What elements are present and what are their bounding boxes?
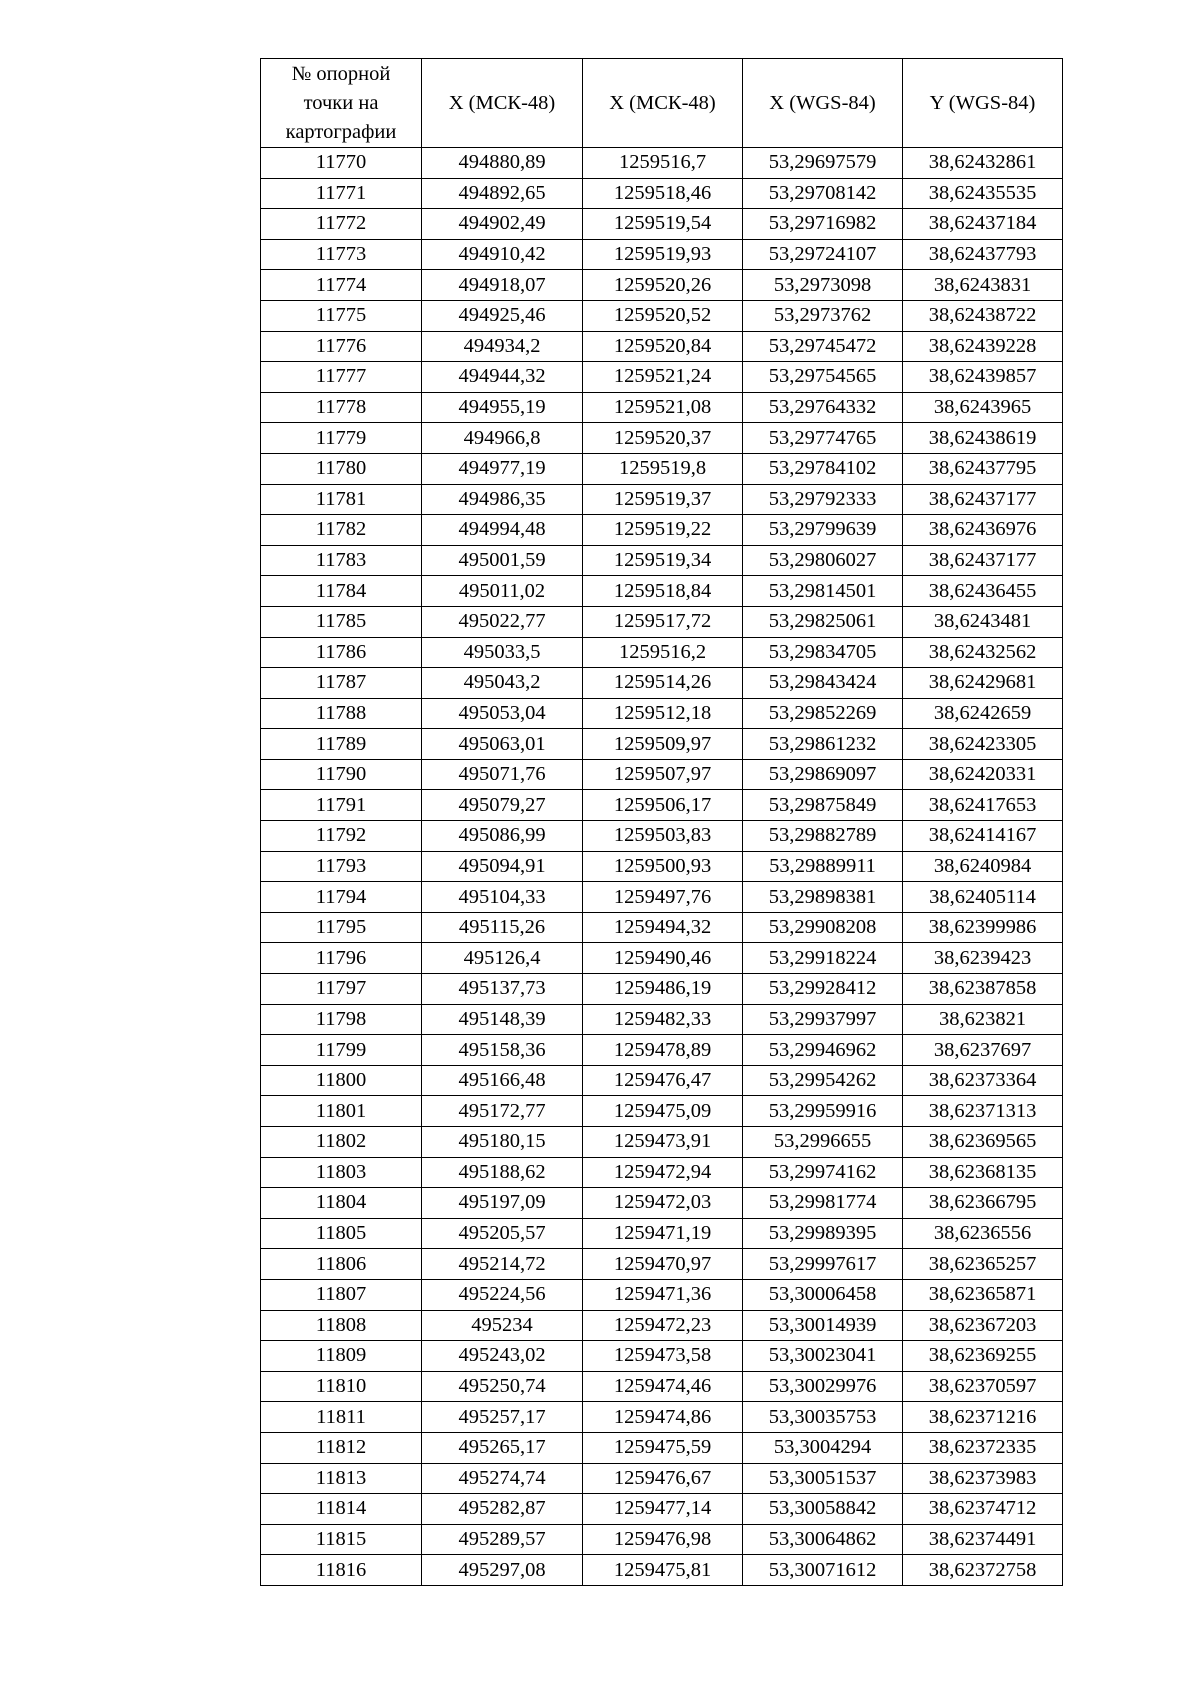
- header-x-wgs84: [743, 59, 903, 148]
- cell-x-wgs84: 53,29724107: [743, 239, 903, 270]
- cell-x-msk48-second: 1259472,03: [583, 1188, 743, 1219]
- cell-y-wgs84: 38,62438722: [903, 300, 1063, 331]
- cell-point-number: 11797: [261, 974, 422, 1005]
- cell-point-number: 11777: [261, 362, 422, 393]
- cell-y-wgs84: 38,6243481: [903, 606, 1063, 637]
- table-row: [261, 1157, 1063, 1188]
- cell-x-msk48: 495282,87: [422, 1494, 583, 1525]
- cell-y-wgs84: 38,62437177: [903, 545, 1063, 576]
- cell-point-number: 11787: [261, 668, 422, 699]
- table-row: [261, 882, 1063, 913]
- cell-x-msk48: 495172,77: [422, 1096, 583, 1127]
- cell-x-wgs84: 53,30071612: [743, 1555, 903, 1586]
- table-row: [261, 484, 1063, 515]
- cell-point-number: 11786: [261, 637, 422, 668]
- table-row: [261, 821, 1063, 852]
- cell-x-msk48-second: 1259506,17: [583, 790, 743, 821]
- table-row: [261, 1279, 1063, 1310]
- cell-x-msk48: 494910,42: [422, 239, 583, 270]
- cell-y-wgs84: 38,62437177: [903, 484, 1063, 515]
- cell-x-msk48: 495148,39: [422, 1004, 583, 1035]
- table-row: [261, 270, 1063, 301]
- cell-x-wgs84: 53,29954262: [743, 1065, 903, 1096]
- cell-x-msk48-second: 1259520,84: [583, 331, 743, 362]
- cell-point-number: 11774: [261, 270, 422, 301]
- cell-point-number: 11781: [261, 484, 422, 515]
- cell-x-wgs84: 53,29716982: [743, 209, 903, 240]
- cell-x-msk48: 494977,19: [422, 453, 583, 484]
- cell-x-msk48: 495289,57: [422, 1524, 583, 1555]
- cell-x-msk48: 494892,65: [422, 178, 583, 209]
- cell-x-wgs84: 53,29852269: [743, 698, 903, 729]
- cell-x-msk48-second: 1259473,91: [583, 1127, 743, 1158]
- cell-x-wgs84: 53,29825061: [743, 606, 903, 637]
- cell-x-wgs84: 53,29745472: [743, 331, 903, 362]
- table-row: [261, 1004, 1063, 1035]
- cell-y-wgs84: 38,6239423: [903, 943, 1063, 974]
- cell-x-msk48-second: 1259475,09: [583, 1096, 743, 1127]
- cell-x-wgs84: 53,29764332: [743, 392, 903, 423]
- cell-y-wgs84: 38,62414167: [903, 821, 1063, 852]
- cell-x-msk48: 495257,17: [422, 1402, 583, 1433]
- cell-x-msk48-second: 1259476,67: [583, 1463, 743, 1494]
- table-row: [261, 1402, 1063, 1433]
- table-row: [261, 331, 1063, 362]
- cell-x-wgs84: 53,29792333: [743, 484, 903, 515]
- cell-point-number: 11799: [261, 1035, 422, 1066]
- cell-x-msk48-second: 1259521,08: [583, 392, 743, 423]
- cell-x-msk48-second: 1259470,97: [583, 1249, 743, 1280]
- table-row: [261, 1218, 1063, 1249]
- cell-y-wgs84: 38,62365257: [903, 1249, 1063, 1280]
- cell-x-msk48-second: 1259516,2: [583, 637, 743, 668]
- cell-point-number: 11814: [261, 1494, 422, 1525]
- cell-y-wgs84: 38,62387858: [903, 974, 1063, 1005]
- cell-x-msk48: 495001,59: [422, 545, 583, 576]
- cell-y-wgs84: 38,62439857: [903, 362, 1063, 393]
- cell-point-number: 11810: [261, 1371, 422, 1402]
- table-row: [261, 912, 1063, 943]
- table-row: [261, 453, 1063, 484]
- cell-x-wgs84: 53,29898381: [743, 882, 903, 913]
- cell-y-wgs84: 38,62365871: [903, 1279, 1063, 1310]
- cell-x-msk48: 495265,17: [422, 1432, 583, 1463]
- cell-point-number: 11772: [261, 209, 422, 240]
- cell-point-number: 11812: [261, 1432, 422, 1463]
- table-row: [261, 790, 1063, 821]
- table-row: [261, 1555, 1063, 1586]
- cell-x-msk48: 495053,04: [422, 698, 583, 729]
- cell-x-msk48-second: 1259516,7: [583, 148, 743, 179]
- header-line: X (МСК-48): [448, 91, 556, 114]
- cell-y-wgs84: 38,62370597: [903, 1371, 1063, 1402]
- cell-point-number: 11806: [261, 1249, 422, 1280]
- cell-x-msk48: 495115,26: [422, 912, 583, 943]
- cell-y-wgs84: 38,62429681: [903, 668, 1063, 699]
- cell-y-wgs84: 38,62432562: [903, 637, 1063, 668]
- cell-point-number: 11788: [261, 698, 422, 729]
- cell-y-wgs84: 38,62437184: [903, 209, 1063, 240]
- cell-y-wgs84: 38,62373983: [903, 1463, 1063, 1494]
- cell-x-wgs84: 53,3004294: [743, 1432, 903, 1463]
- cell-x-msk48-second: 1259472,23: [583, 1310, 743, 1341]
- cell-x-msk48: 495297,08: [422, 1555, 583, 1586]
- cell-y-wgs84: 38,62435535: [903, 178, 1063, 209]
- cell-y-wgs84: 38,62369255: [903, 1341, 1063, 1372]
- cell-x-msk48: 495214,72: [422, 1249, 583, 1280]
- cell-x-wgs84: 53,29981774: [743, 1188, 903, 1219]
- cell-point-number: 11775: [261, 300, 422, 331]
- cell-point-number: 11789: [261, 729, 422, 760]
- cell-x-wgs84: 53,29882789: [743, 821, 903, 852]
- cell-x-msk48-second: 1259471,19: [583, 1218, 743, 1249]
- cell-point-number: 11780: [261, 453, 422, 484]
- cell-x-msk48: 495022,77: [422, 606, 583, 637]
- cell-x-wgs84: 53,29708142: [743, 178, 903, 209]
- cell-y-wgs84: 38,62405114: [903, 882, 1063, 913]
- cell-y-wgs84: 38,62368135: [903, 1157, 1063, 1188]
- cell-x-msk48: 495250,74: [422, 1371, 583, 1402]
- cell-x-msk48-second: 1259520,37: [583, 423, 743, 454]
- table-row: [261, 943, 1063, 974]
- cell-point-number: 11803: [261, 1157, 422, 1188]
- cell-y-wgs84: 38,62372758: [903, 1555, 1063, 1586]
- cell-x-msk48: 494918,07: [422, 270, 583, 301]
- table-row: [261, 515, 1063, 546]
- cell-point-number: 11813: [261, 1463, 422, 1494]
- table-row: [261, 362, 1063, 393]
- cell-x-wgs84: 53,29937997: [743, 1004, 903, 1035]
- cell-x-wgs84: 53,29799639: [743, 515, 903, 546]
- cell-x-msk48: 495166,48: [422, 1065, 583, 1096]
- cell-x-wgs84: 53,29784102: [743, 453, 903, 484]
- header-line: Y (WGS-84): [929, 91, 1036, 114]
- cell-point-number: 11802: [261, 1127, 422, 1158]
- cell-x-msk48-second: 1259509,97: [583, 729, 743, 760]
- table-row: [261, 178, 1063, 209]
- cell-x-wgs84: 53,29843424: [743, 668, 903, 699]
- cell-point-number: 11809: [261, 1341, 422, 1372]
- cell-x-msk48-second: 1259476,98: [583, 1524, 743, 1555]
- cell-x-msk48-second: 1259471,36: [583, 1279, 743, 1310]
- cell-x-msk48-second: 1259474,46: [583, 1371, 743, 1402]
- cell-x-msk48-second: 1259490,46: [583, 943, 743, 974]
- cell-y-wgs84: 38,62436976: [903, 515, 1063, 546]
- cell-x-msk48: 495243,02: [422, 1341, 583, 1372]
- cell-x-msk48: 495158,36: [422, 1035, 583, 1066]
- cell-y-wgs84: 38,62372335: [903, 1432, 1063, 1463]
- cell-y-wgs84: 38,6236556: [903, 1218, 1063, 1249]
- cell-point-number: 11783: [261, 545, 422, 576]
- cell-x-wgs84: 53,29997617: [743, 1249, 903, 1280]
- cell-x-msk48-second: 1259521,24: [583, 362, 743, 393]
- cell-point-number: 11805: [261, 1218, 422, 1249]
- cell-x-msk48: 495071,76: [422, 759, 583, 790]
- header-x-msk48: [422, 59, 583, 148]
- table-row: [261, 1463, 1063, 1494]
- cell-x-msk48: 495234: [422, 1310, 583, 1341]
- cell-point-number: 11790: [261, 759, 422, 790]
- header-line: № опорной: [291, 62, 391, 85]
- table-row: [261, 239, 1063, 270]
- cell-point-number: 11782: [261, 515, 422, 546]
- header-line: точки на: [303, 91, 379, 114]
- table-row: [261, 545, 1063, 576]
- cell-point-number: 11770: [261, 148, 422, 179]
- cell-x-wgs84: 53,30006458: [743, 1279, 903, 1310]
- cell-y-wgs84: 38,62420331: [903, 759, 1063, 790]
- cell-x-msk48: 494925,46: [422, 300, 583, 331]
- cell-x-msk48-second: 1259520,52: [583, 300, 743, 331]
- cell-y-wgs84: 38,6243831: [903, 270, 1063, 301]
- table-body: [261, 148, 1063, 1586]
- cell-x-msk48-second: 1259512,18: [583, 698, 743, 729]
- cell-x-msk48: 494880,89: [422, 148, 583, 179]
- cell-point-number: 11773: [261, 239, 422, 270]
- cell-y-wgs84: 38,62373364: [903, 1065, 1063, 1096]
- table-row: [261, 1065, 1063, 1096]
- cell-x-wgs84: 53,2973098: [743, 270, 903, 301]
- cell-y-wgs84: 38,623821: [903, 1004, 1063, 1035]
- cell-x-msk48-second: 1259517,72: [583, 606, 743, 637]
- cell-point-number: 11815: [261, 1524, 422, 1555]
- cell-x-wgs84: 53,29889911: [743, 851, 903, 882]
- cell-point-number: 11785: [261, 606, 422, 637]
- table-row: [261, 637, 1063, 668]
- table-row: [261, 576, 1063, 607]
- cell-x-wgs84: 53,29959916: [743, 1096, 903, 1127]
- cell-x-msk48: 495137,73: [422, 974, 583, 1005]
- header-line: картографии: [285, 120, 397, 143]
- header-point-number: [261, 59, 422, 148]
- cell-x-wgs84: 53,30014939: [743, 1310, 903, 1341]
- cell-y-wgs84: 38,62438619: [903, 423, 1063, 454]
- cell-x-msk48: 495224,56: [422, 1279, 583, 1310]
- cell-x-msk48: 495205,57: [422, 1218, 583, 1249]
- cell-point-number: 11807: [261, 1279, 422, 1310]
- cell-point-number: 11794: [261, 882, 422, 913]
- table-row: [261, 1035, 1063, 1066]
- cell-x-msk48-second: 1259518,46: [583, 178, 743, 209]
- table-row: [261, 698, 1063, 729]
- cell-x-msk48-second: 1259486,19: [583, 974, 743, 1005]
- cell-x-msk48: 494966,8: [422, 423, 583, 454]
- cell-x-msk48-second: 1259473,58: [583, 1341, 743, 1372]
- cell-x-wgs84: 53,29989395: [743, 1218, 903, 1249]
- cell-x-wgs84: 53,30023041: [743, 1341, 903, 1372]
- table-row: [261, 1494, 1063, 1525]
- cell-x-msk48: 494934,2: [422, 331, 583, 362]
- cell-point-number: 11779: [261, 423, 422, 454]
- cell-y-wgs84: 38,62437795: [903, 453, 1063, 484]
- cell-x-msk48: 495094,91: [422, 851, 583, 882]
- cell-point-number: 11804: [261, 1188, 422, 1219]
- cell-x-msk48: 495033,5: [422, 637, 583, 668]
- cell-point-number: 11811: [261, 1402, 422, 1433]
- cell-x-wgs84: 53,29861232: [743, 729, 903, 760]
- table-row: [261, 148, 1063, 179]
- cell-x-msk48-second: 1259507,97: [583, 759, 743, 790]
- cell-y-wgs84: 38,62369565: [903, 1127, 1063, 1158]
- cell-x-wgs84: 53,29974162: [743, 1157, 903, 1188]
- cell-x-wgs84: 53,30051537: [743, 1463, 903, 1494]
- cell-x-msk48-second: 1259519,37: [583, 484, 743, 515]
- cell-x-wgs84: 53,29697579: [743, 148, 903, 179]
- cell-y-wgs84: 38,62374491: [903, 1524, 1063, 1555]
- cell-x-msk48: 495188,62: [422, 1157, 583, 1188]
- cell-x-msk48-second: 1259475,81: [583, 1555, 743, 1586]
- cell-x-msk48-second: 1259500,93: [583, 851, 743, 882]
- cell-x-msk48: 495104,33: [422, 882, 583, 913]
- cell-x-msk48-second: 1259503,83: [583, 821, 743, 852]
- table-row: [261, 729, 1063, 760]
- table-row: [261, 423, 1063, 454]
- cell-point-number: 11791: [261, 790, 422, 821]
- header-line: X (WGS-84): [769, 91, 876, 114]
- cell-x-msk48-second: 1259520,26: [583, 270, 743, 301]
- cell-x-wgs84: 53,29814501: [743, 576, 903, 607]
- table-row: [261, 392, 1063, 423]
- cell-x-msk48: 495086,99: [422, 821, 583, 852]
- cell-x-wgs84: 53,29806027: [743, 545, 903, 576]
- cell-x-wgs84: 53,30058842: [743, 1494, 903, 1525]
- header-row: [261, 59, 1063, 148]
- table-row: [261, 1096, 1063, 1127]
- cell-x-msk48-second: 1259519,93: [583, 239, 743, 270]
- cell-point-number: 11801: [261, 1096, 422, 1127]
- cell-x-msk48: 494944,32: [422, 362, 583, 393]
- cell-x-wgs84: 53,30029976: [743, 1371, 903, 1402]
- cell-x-msk48: 495063,01: [422, 729, 583, 760]
- cell-y-wgs84: 38,6243965: [903, 392, 1063, 423]
- cell-x-msk48-second: 1259519,22: [583, 515, 743, 546]
- table-row: [261, 1432, 1063, 1463]
- cell-x-wgs84: 53,29928412: [743, 974, 903, 1005]
- cell-y-wgs84: 38,62367203: [903, 1310, 1063, 1341]
- cell-x-wgs84: 53,30035753: [743, 1402, 903, 1433]
- cell-x-msk48: 494994,48: [422, 515, 583, 546]
- cell-x-wgs84: 53,29908208: [743, 912, 903, 943]
- cell-x-wgs84: 53,29918224: [743, 943, 903, 974]
- header-x-msk48-second: [583, 59, 743, 148]
- cell-x-msk48-second: 1259518,84: [583, 576, 743, 607]
- cell-x-msk48: 494955,19: [422, 392, 583, 423]
- cell-point-number: 11800: [261, 1065, 422, 1096]
- cell-x-msk48: 495043,2: [422, 668, 583, 699]
- cell-y-wgs84: 38,62423305: [903, 729, 1063, 760]
- cell-y-wgs84: 38,62417653: [903, 790, 1063, 821]
- cell-x-wgs84: 53,2996655: [743, 1127, 903, 1158]
- cell-x-msk48-second: 1259477,14: [583, 1494, 743, 1525]
- cell-x-wgs84: 53,29774765: [743, 423, 903, 454]
- table-row: [261, 1127, 1063, 1158]
- table-row: [261, 1524, 1063, 1555]
- cell-x-wgs84: 53,29834705: [743, 637, 903, 668]
- cell-x-wgs84: 53,2973762: [743, 300, 903, 331]
- cell-x-msk48-second: 1259476,47: [583, 1065, 743, 1096]
- cell-y-wgs84: 38,6237697: [903, 1035, 1063, 1066]
- cell-point-number: 11771: [261, 178, 422, 209]
- cell-x-msk48: 495197,09: [422, 1188, 583, 1219]
- cell-point-number: 11796: [261, 943, 422, 974]
- table-row: [261, 1371, 1063, 1402]
- cell-x-msk48-second: 1259475,59: [583, 1432, 743, 1463]
- cell-x-msk48-second: 1259474,86: [583, 1402, 743, 1433]
- cell-y-wgs84: 38,62371313: [903, 1096, 1063, 1127]
- cell-point-number: 11776: [261, 331, 422, 362]
- cell-x-msk48-second: 1259472,94: [583, 1157, 743, 1188]
- cell-x-wgs84: 53,29875849: [743, 790, 903, 821]
- table-header: [261, 59, 1063, 148]
- header-line: X (МСК-48): [609, 91, 716, 114]
- cell-x-msk48-second: 1259482,33: [583, 1004, 743, 1035]
- cell-y-wgs84: 38,6240984: [903, 851, 1063, 882]
- cell-x-msk48: 494902,49: [422, 209, 583, 240]
- table-row: [261, 1188, 1063, 1219]
- cell-y-wgs84: 38,62366795: [903, 1188, 1063, 1219]
- cell-x-msk48-second: 1259519,34: [583, 545, 743, 576]
- cell-y-wgs84: 38,62436455: [903, 576, 1063, 607]
- cell-point-number: 11798: [261, 1004, 422, 1035]
- table-row: [261, 974, 1063, 1005]
- table-row: [261, 1310, 1063, 1341]
- cell-point-number: 11808: [261, 1310, 422, 1341]
- cell-y-wgs84: 38,62371216: [903, 1402, 1063, 1433]
- table-row: [261, 668, 1063, 699]
- cell-x-wgs84: 53,30064862: [743, 1524, 903, 1555]
- cell-point-number: 11792: [261, 821, 422, 852]
- cell-x-msk48: 494986,35: [422, 484, 583, 515]
- table-row: [261, 1341, 1063, 1372]
- cell-point-number: 11784: [261, 576, 422, 607]
- cell-x-msk48-second: 1259497,76: [583, 882, 743, 913]
- cell-point-number: 11795: [261, 912, 422, 943]
- cell-point-number: 11816: [261, 1555, 422, 1586]
- table-row: [261, 300, 1063, 331]
- cell-y-wgs84: 38,62437793: [903, 239, 1063, 270]
- table-row: [261, 759, 1063, 790]
- cell-y-wgs84: 38,62374712: [903, 1494, 1063, 1525]
- cell-x-wgs84: 53,29869097: [743, 759, 903, 790]
- cell-point-number: 11778: [261, 392, 422, 423]
- cell-x-msk48-second: 1259514,26: [583, 668, 743, 699]
- cell-x-msk48: 495011,02: [422, 576, 583, 607]
- table-row: [261, 606, 1063, 637]
- cell-x-msk48-second: 1259519,54: [583, 209, 743, 240]
- table-row: [261, 209, 1063, 240]
- cell-x-msk48-second: 1259519,8: [583, 453, 743, 484]
- cell-x-msk48: 495126,4: [422, 943, 583, 974]
- cell-y-wgs84: 38,62399986: [903, 912, 1063, 943]
- cell-y-wgs84: 38,62432861: [903, 148, 1063, 179]
- cell-x-msk48: 495079,27: [422, 790, 583, 821]
- cell-x-msk48: 495274,74: [422, 1463, 583, 1494]
- cell-x-msk48-second: 1259494,32: [583, 912, 743, 943]
- cell-y-wgs84: 38,62439228: [903, 331, 1063, 362]
- cell-x-msk48: 495180,15: [422, 1127, 583, 1158]
- table-row: [261, 1249, 1063, 1280]
- cell-x-msk48-second: 1259478,89: [583, 1035, 743, 1066]
- cell-point-number: 11793: [261, 851, 422, 882]
- table-row: [261, 851, 1063, 882]
- cell-x-wgs84: 53,29754565: [743, 362, 903, 393]
- coordinates-table: [260, 58, 1063, 1586]
- cell-y-wgs84: 38,6242659: [903, 698, 1063, 729]
- header-y-wgs84: [903, 59, 1063, 148]
- cell-x-wgs84: 53,29946962: [743, 1035, 903, 1066]
